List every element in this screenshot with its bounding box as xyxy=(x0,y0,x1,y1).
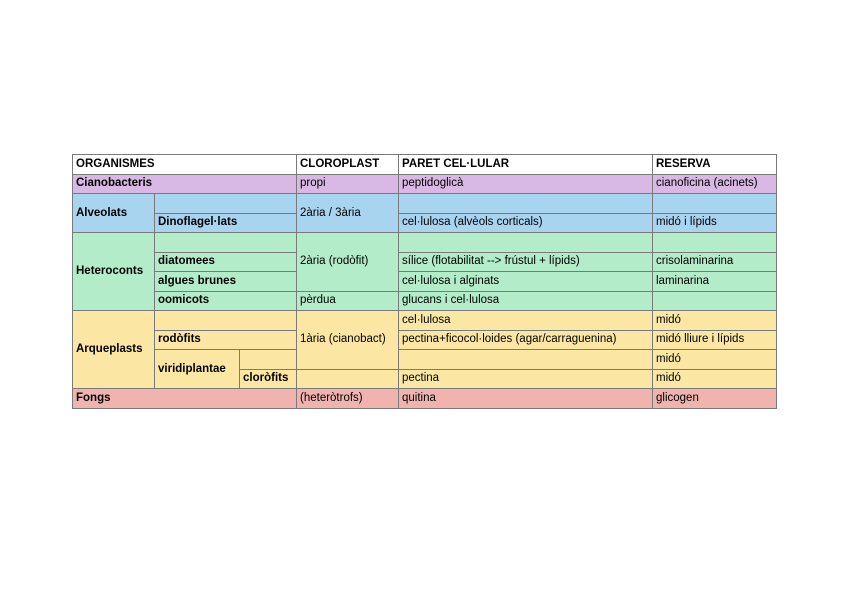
fongs-name: Fongs xyxy=(73,389,297,409)
alveolats-reserva-empty xyxy=(653,194,777,214)
arqueplasts-paret-1: cel·lulosa xyxy=(399,311,653,331)
fongs-reserva: glicogen xyxy=(653,389,777,409)
table-row-heteroconts-1 xyxy=(73,233,777,253)
viridiplantae-name: viridiplantae xyxy=(155,350,240,389)
table-row-cianobacteris xyxy=(73,174,777,194)
organisms-table xyxy=(72,154,777,409)
header-cloroplast: CLOROPLAST xyxy=(297,155,399,175)
clorofits-cloroplast-empty xyxy=(297,369,399,389)
header-organismes: ORGANISMES xyxy=(73,155,297,175)
heteroconts-reserva-empty xyxy=(653,233,777,253)
oomicots-cloroplast: pèrdua xyxy=(297,291,399,311)
oomicots-paret: glucans i cel·lulosa xyxy=(399,291,653,311)
table-row-diatomees xyxy=(73,252,777,272)
arqueplasts-reserva-1: midó xyxy=(653,311,777,331)
arqueplasts-empty-1 xyxy=(155,311,297,331)
fongs-cloroplast: (heteròtrofs) xyxy=(297,389,399,409)
diatomees-paret: sílice (flotabilitat --> frústul + lípids) xyxy=(399,252,653,272)
cianobacteris-reserva: cianoficina (acinets) xyxy=(653,174,777,194)
rodofits-name: rodòfits xyxy=(155,330,297,350)
algues-brunes-paret: cel·lulosa i alginats xyxy=(399,272,653,292)
table-row-dinoflagellats xyxy=(73,213,777,233)
oomicots-reserva-empty xyxy=(653,291,777,311)
algues-brunes-name: algues brunes xyxy=(155,272,297,292)
cianobacteris-name: Cianobacteris xyxy=(73,174,297,194)
rodofits-reserva: midó lliure i lípids xyxy=(653,330,777,350)
cianobacteris-paret: peptidoglicà xyxy=(399,174,653,194)
algues-brunes-reserva: laminarina xyxy=(653,272,777,292)
table-row-rodofits xyxy=(73,330,777,350)
dinoflagellats-name: Dinoflagel·lats xyxy=(155,213,297,233)
dinoflagellats-reserva: midó i lípids xyxy=(653,213,777,233)
heteroconts-paret-empty xyxy=(399,233,653,253)
rodofits-paret: pectina+ficocol·loides (agar/carraguenina) xyxy=(399,330,653,350)
header-paret: PARET CEL·LULAR xyxy=(399,155,653,175)
viridiplantae-reserva: midó xyxy=(653,350,777,370)
heteroconts-name: Heteroconts xyxy=(73,233,155,311)
header-reserva: RESERVA xyxy=(653,155,777,175)
diatomees-name: diatomees xyxy=(155,252,297,272)
table-row-arqueplasts-1 xyxy=(73,311,777,331)
alveolats-cloroplast: 2ària / 3ària xyxy=(297,194,399,233)
cianobacteris-cloroplast: propi xyxy=(297,174,399,194)
oomicots-name: oomicots xyxy=(155,291,297,311)
alveolats-empty-1 xyxy=(155,194,297,214)
dinoflagellats-paret: cel·lulosa (alvèols corticals) xyxy=(399,213,653,233)
table-row-fongs xyxy=(73,389,777,409)
fongs-paret: quitina xyxy=(399,389,653,409)
clorofits-reserva: midó xyxy=(653,369,777,389)
table-row-algues-brunes xyxy=(73,272,777,292)
clorofits-paret: pectina xyxy=(399,369,653,389)
arqueplasts-cloroplast: 1ària (cianobact) xyxy=(297,311,399,370)
table-row-alveolats-1 xyxy=(73,194,777,214)
header-row xyxy=(73,155,777,175)
viridiplantae-paret-empty xyxy=(399,350,653,370)
table-row-viridiplantae xyxy=(73,350,777,370)
diatomees-reserva: crisolaminarina xyxy=(653,252,777,272)
clorofits-name: cloròfits xyxy=(240,369,297,389)
heteroconts-cloroplast: 2ària (rodòfit) xyxy=(297,233,399,292)
alveolats-name: Alveolats xyxy=(73,194,155,233)
alveolats-paret-empty xyxy=(399,194,653,214)
heteroconts-empty-1 xyxy=(155,233,297,253)
table-row-oomicots xyxy=(73,291,777,311)
arqueplasts-name: Arqueplasts xyxy=(73,311,155,389)
viridiplantae-empty xyxy=(240,350,297,370)
